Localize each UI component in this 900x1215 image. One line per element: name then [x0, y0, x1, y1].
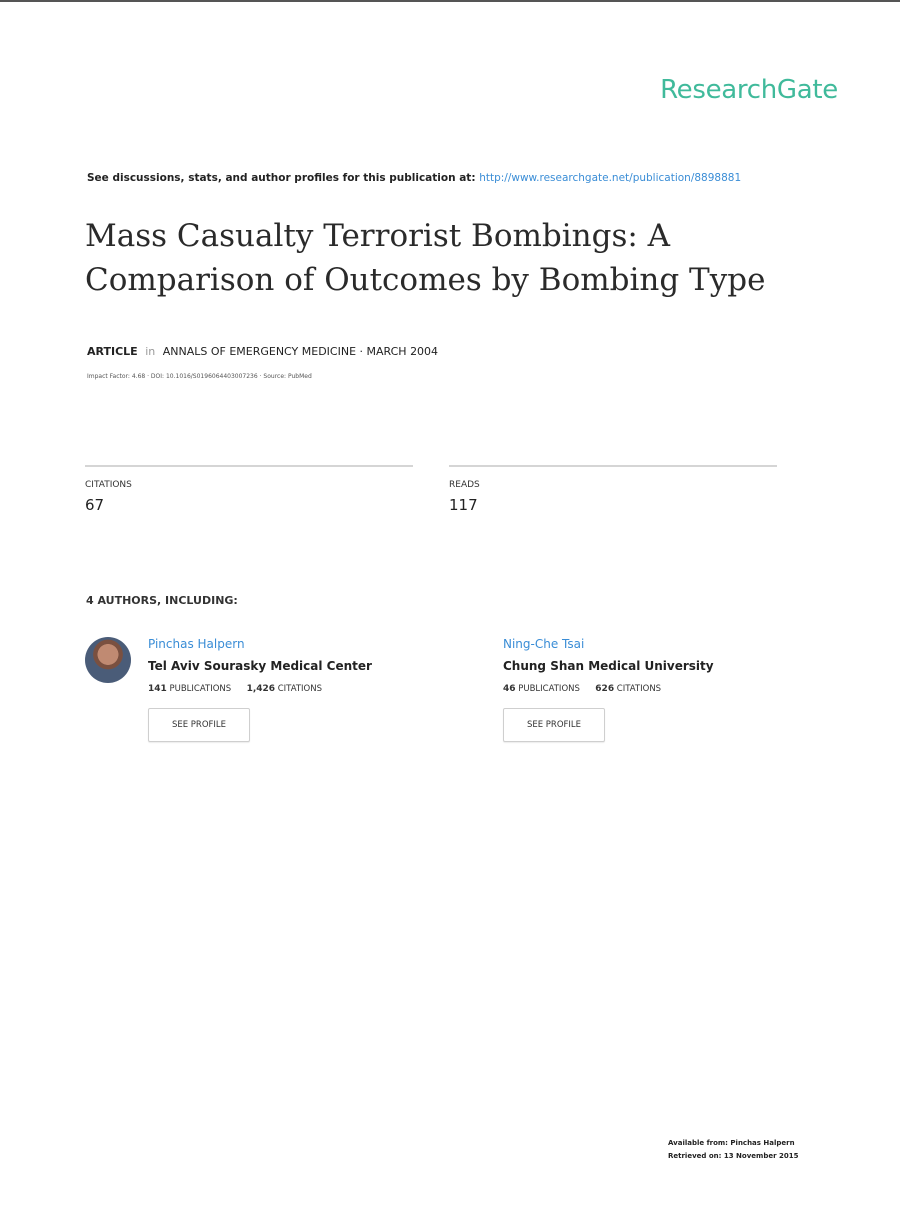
citations-value: 67 [85, 496, 105, 514]
available-from: Available from: Pinchas Halpern [668, 1139, 795, 1147]
researchgate-logo[interactable]: ResearchGate [660, 75, 838, 105]
author-stats [148, 684, 372, 694]
publications-count: 46 [503, 684, 516, 694]
publications-label: PUBLICATIONS [518, 684, 580, 694]
see-profile-button[interactable]: SEE PROFILE [148, 708, 250, 742]
citations-count: 626 [595, 684, 615, 694]
journal-name[interactable]: ANNALS OF EMERGENCY MEDICINE · MARCH 2004 [162, 345, 439, 358]
article-meta [87, 345, 438, 358]
author-name[interactable]: Ning-Che Tsai [503, 637, 585, 651]
top-border [0, 0, 900, 2]
reads-value: 117 [449, 496, 478, 514]
article-sub-meta: Impact Factor: 4.68 · DOI: 10.1016/S0196064403007236 · Source: PubMed [87, 373, 312, 380]
discussion-line [87, 172, 847, 184]
reads-label: READS [449, 480, 480, 490]
publication-link[interactable]: http://www.researchgate.net/publication/8898881 [479, 172, 742, 184]
discussion-prefix: See discussions, stats, and author profiles for this publication at: [87, 172, 476, 184]
author-info [148, 637, 372, 742]
author-institution: Tel Aviv Sourasky Medical Center [148, 659, 372, 673]
reads-stat [449, 465, 777, 514]
author-stats [503, 684, 714, 694]
author-institution: Chung Shan Medical University [503, 659, 714, 673]
retrieved-on: Retrieved on: 13 November 2015 [668, 1152, 799, 1160]
citations-label: CITATIONS [277, 684, 323, 694]
article-type: ARTICLE [87, 345, 138, 358]
author-name[interactable]: Pinchas Halpern [148, 637, 245, 651]
in-word: in [145, 345, 156, 358]
citations-label: CITATIONS [616, 684, 662, 694]
citations-count: 1,426 [246, 684, 276, 694]
citations-label: CITATIONS [85, 480, 132, 490]
citations-stat [85, 465, 413, 514]
footer-availability [668, 1137, 798, 1163]
see-profile-button[interactable]: SEE PROFILE [503, 708, 605, 742]
publications-count: 141 [148, 684, 167, 694]
article-title: Mass Casualty Terrorist Bombings: A Comparison of Outcomes by Bombing Type [85, 218, 766, 298]
authors-heading: 4 AUTHORS, INCLUDING: [86, 594, 238, 607]
author-info [503, 637, 714, 742]
publications-label: PUBLICATIONS [169, 684, 232, 694]
avatar[interactable] [85, 637, 131, 683]
